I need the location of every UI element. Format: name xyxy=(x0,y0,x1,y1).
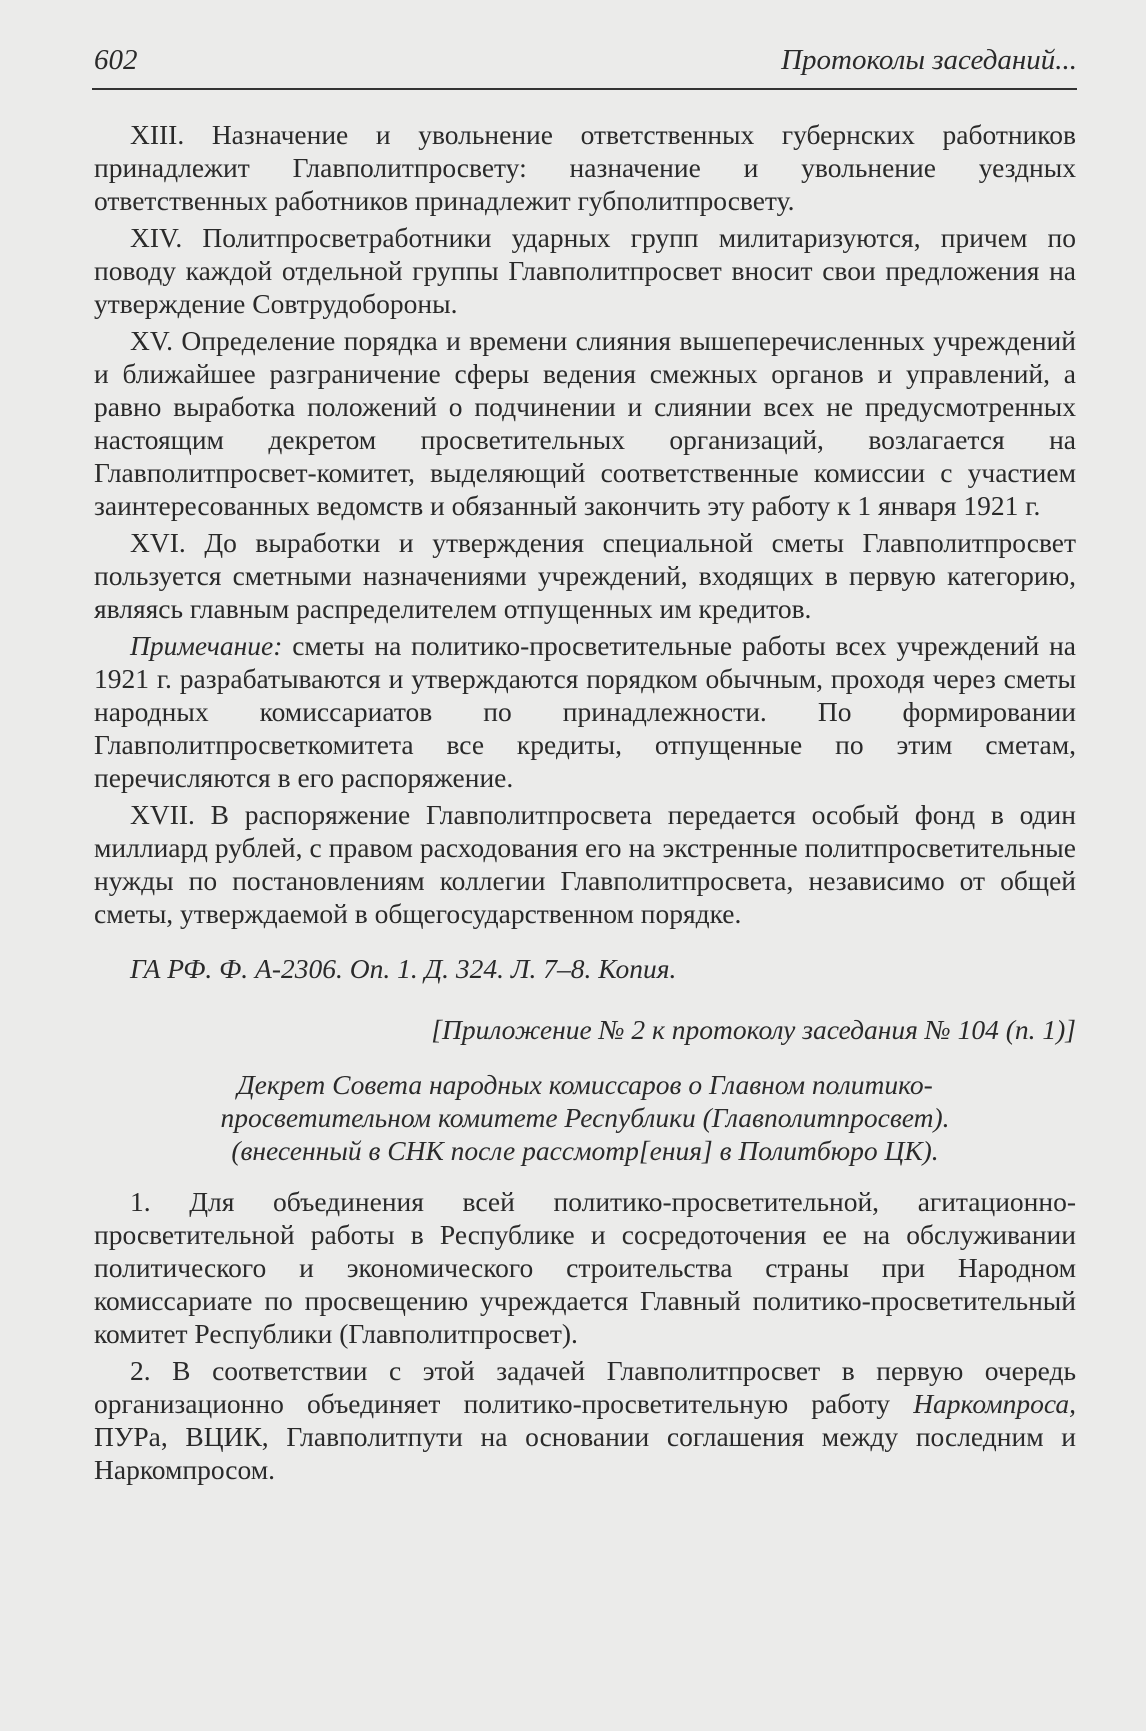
page-body xyxy=(94,118,1076,1490)
header-rule xyxy=(92,88,1077,90)
decree-paragraph-1: 1. Для объединения всей политико-просветительной, агитационно-просветительной работы в Республике и сосредоточения ее на обслуживании политического и экономического строительства страны при Народном комиссариате по просвещению учреждается Главный политико-просветительный комитет Республики (Главполитпросвет). xyxy=(94,1186,1076,1349)
paragraph-xiii: XIII. Назначение и увольнение ответственных губернских работников принадлежит Главполитпросвету: назначение и увольнение уездных ответственных работников принадлежит губполитпросвету. xyxy=(94,119,1076,216)
decree-paragraph-2-italic: Наркомпроса, xyxy=(913,1388,1076,1419)
decree-paragraph-2-end: ПУРа, ВЦИК, Главполитпути на основании соглашения между последним и Наркомпросом. xyxy=(94,1421,1076,1485)
archive-source: ГА РФ. Ф. А-2306. Оп. 1. Д. 324. Л. 7–8. Копия. xyxy=(130,953,677,984)
decree-paragraph-2-start: 2. В соответствии с этой задачей Главполитпросвет в первую очередь организационно объединяет политико-просветительную работу xyxy=(94,1355,1076,1419)
note-text: сметы на политико-просветительные работы всех учреждений на 1921 г. разрабатываются и утверждаются порядком обычным, проходя через сметы народных комиссариатов по принадлежности. По формировании Главполитпросветкомитета все кредиты, отпущенные по этим сметам, перечисляются в его распоряжение. xyxy=(94,630,1076,793)
decree-paragraph-2 xyxy=(94,1354,1076,1486)
paragraph-note xyxy=(94,629,1076,794)
decree-title xyxy=(94,1068,1076,1167)
paragraph-xv: XV. Определение порядка и времени слияния вышеперечисленных учреждений и ближайшее разграничение сферы ведения смежных органов и управлений, а равно выработка положений о подчинении и слиянии всех не предусмотренных настоящим декретом просветительных организаций, возлагается на Главполитпросвет-комитет, выделяющий соответственные комиссии с участием заинтересованных ведомств и обязанный закончить эту работу к 1 января 1921 г. xyxy=(94,325,1076,521)
decree-title-line: (внесенный в СНК после рассмотр[ения] в Политбюро ЦК). xyxy=(231,1135,939,1166)
page-header xyxy=(92,44,1077,92)
paragraph-xvii: XVII. В распоряжение Главполитпросвета передается особый фонд в один миллиард рублей, с правом расходования его на экстренные политпросветительные нужды по постановлениям коллегии Главполитпросвета, независимо от общей сметы, утверждаемой в общегосударственном порядке. xyxy=(94,799,1076,929)
running-title: Протоколы заседаний... xyxy=(781,44,1077,76)
note-label: Примечание: xyxy=(130,630,283,661)
appendix-heading: [Приложение № 2 к протоколу заседания № 104 (п. 1)] xyxy=(431,1014,1076,1045)
decree-title-line: просветительном комитете Республики (Главполитпросвет). xyxy=(220,1102,950,1133)
paragraph-xiv: XIV. Политпросветработники ударных групп милитаризуются, причем по поводу каждой отдельной группы Главполитпросвет вносит свои предложения на утверждение Совтрудобороны. xyxy=(94,222,1076,319)
decree-title-line: Декрет Совета народных комиссаров о Главном политико- xyxy=(237,1069,933,1100)
paragraph-xvi: XVI. До выработки и утверждения специальной сметы Главполитпросвет пользуется сметными назначениями учреждений, входящих в первую категорию, являясь главным распределителем отпущенных им кредитов. xyxy=(94,527,1076,624)
page-number: 602 xyxy=(94,44,138,76)
